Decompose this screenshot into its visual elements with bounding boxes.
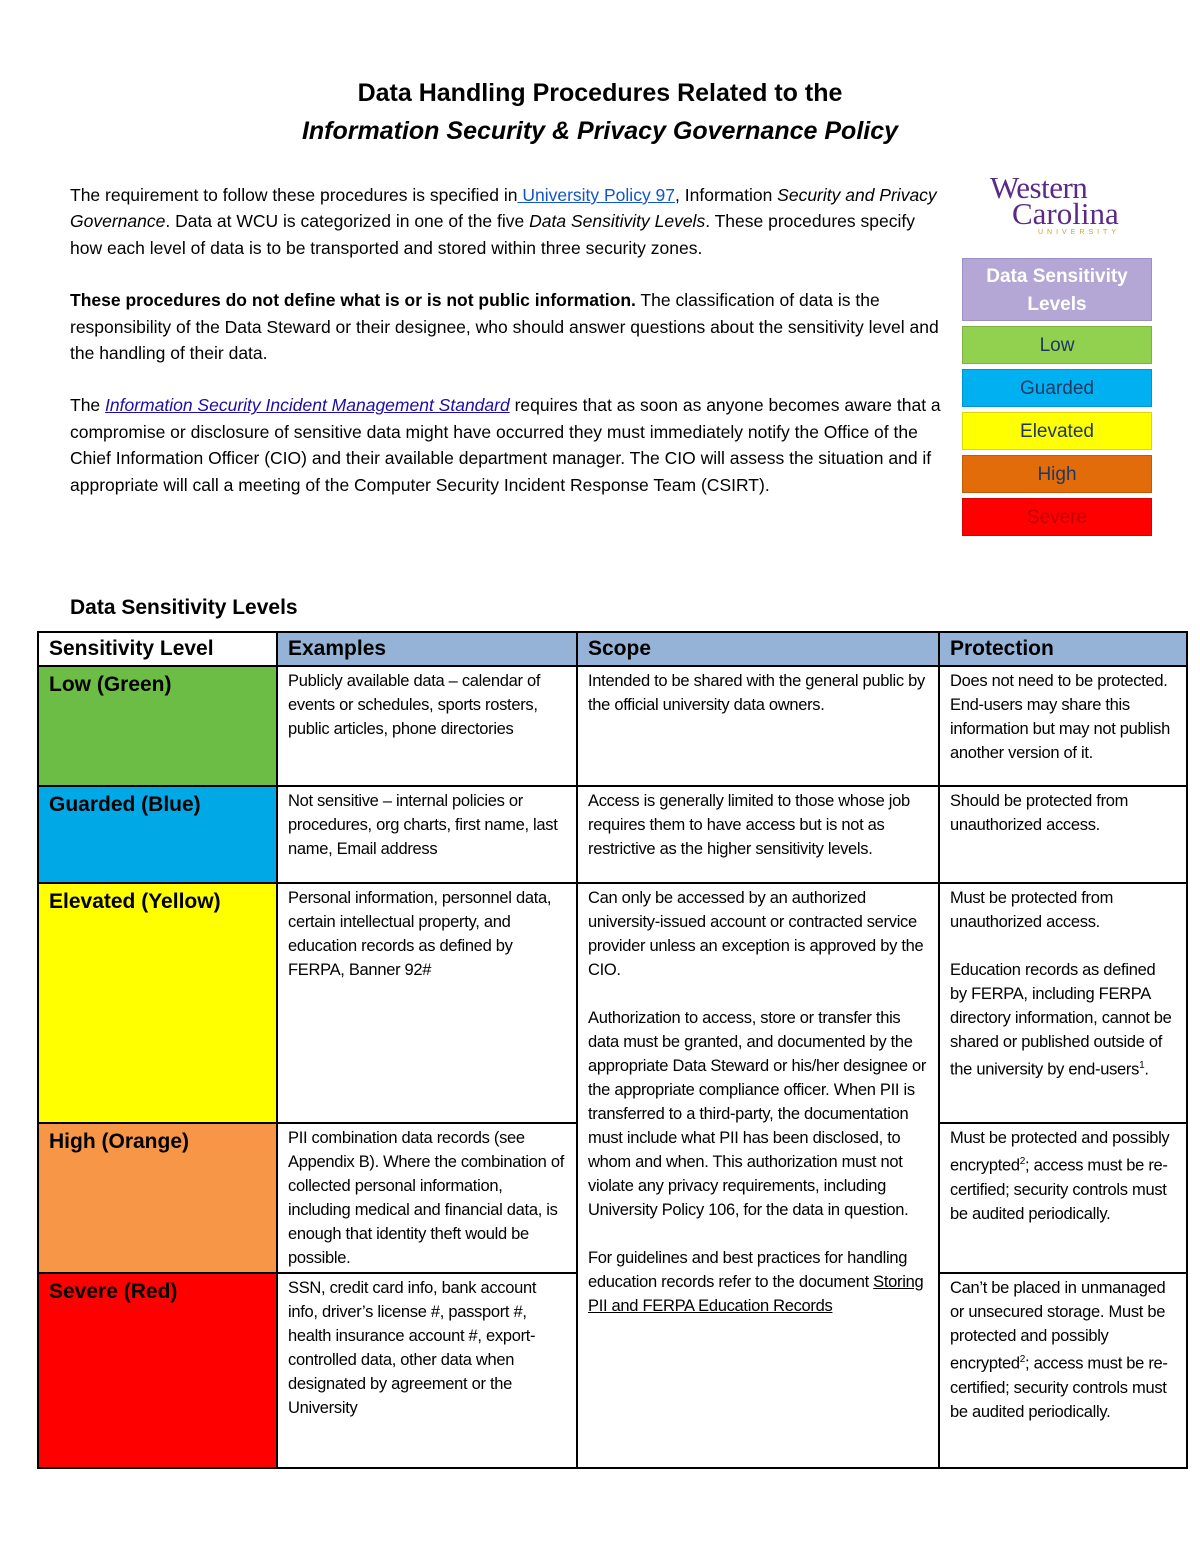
footnote-1: 1 (1139, 1060, 1145, 1071)
protection-p2-text: Education records as defined by FERPA, including FERPA directory information, cannot be shared or published outside of the university by end-users (950, 961, 1172, 1079)
intro-p3-text: requires that as soon as anyone becomes aware that a compromise or disclosure of sensitive data might have occurred they must immediately notify the Office of the Chief Information Officer (CIO) and their available department manager. The CIO will assess the situation and if appropriate will call a meeting of the Computer Security Incident Response Team (CSIRT). (70, 395, 941, 495)
level-severe-cell: Severe (Red) (38, 1273, 277, 1468)
examples-cell: PII combination data records (see Appendix B). Where the combination of collected personal information, including medical and financial data, is enough that identity theft would be possible. (277, 1123, 577, 1273)
footnote-2: 2 (1019, 1156, 1026, 1167)
scope-paragraph-3 (588, 1246, 928, 1318)
intro-p2-bold: These procedures do not define what is or is not public information. (70, 290, 636, 311)
legend-level-elevated: Elevated (962, 412, 1152, 450)
intro-p1-text-d: . These procedures specify how each level of data is to be transported and stored within three security zones. (70, 211, 915, 258)
title-line-2: Information Security & Privacy Governance Policy (301, 117, 899, 145)
intro-p1-italic-1: Security and Privacy Governance (70, 185, 937, 232)
protection-cell (939, 1273, 1187, 1468)
level-high-cell: High (Orange) (38, 1123, 277, 1273)
scope-cell: Intended to be shared with the general public by the official university data owners. (577, 666, 939, 786)
scope-paragraph-2: Authorization to access, store or transfer this data must be granted, and documented by the appropriate Data Steward or his/her designee or the appropriate compliance officer. When PII is transferred to a third-party, the documentation must include what PII has been disclosed, to whom and when. This authorization must not violate any privacy requirements, including University Policy 106, for the data in question. (588, 1009, 927, 1219)
university-policy-97-link[interactable]: University Policy 97 (517, 185, 676, 205)
sensitivity-table (37, 631, 1188, 1469)
protection-text-a: Can’t be placed in unmanaged or unsecured storage. Must be protected and possibly encrypted (950, 1279, 1166, 1373)
level-low-cell: Low (Green) (38, 666, 277, 786)
protection-text-b: ; access must be re-certified; security controls must be audited periodically. (950, 1156, 1168, 1223)
intro-p1-text-b: , Information (675, 185, 778, 205)
intro-p1-text-a: The requirement to follow these procedures is specified in (70, 185, 518, 205)
protection-p2-end: . (1144, 1060, 1149, 1079)
table-row (38, 786, 1187, 883)
table-header-row (38, 632, 1187, 666)
examples-cell: Publicly available data – calendar of events or schedules, sports rosters, public articles, phone directories (277, 666, 577, 786)
protection-text-a: Must be protected and possibly encrypted (950, 1129, 1170, 1175)
examples-cell: Not sensitive – internal policies or procedures, org charts, first name, last name, Email address (277, 786, 577, 883)
intro-paragraph-2 (70, 287, 942, 366)
protection-cell (939, 883, 1187, 1123)
legend-level-guarded: Guarded (962, 369, 1152, 407)
logo-line-1: Western (990, 170, 1088, 205)
table-row (38, 666, 1187, 786)
title-line-1: Data Handling Procedures Related to the (357, 79, 843, 107)
level-guarded-cell: Guarded (Blue) (38, 786, 277, 883)
footnote-2: 2 (1019, 1354, 1026, 1365)
storing-pii-ferpa-link[interactable]: Storing PII and FERPA Education Records (588, 1273, 924, 1315)
legend-level-low: Low (962, 326, 1152, 364)
table-row (38, 883, 1187, 1123)
protection-text-b: ; access must be re-certified; security controls must be audited periodically. (950, 1354, 1168, 1421)
intro-p1-text-c: . Data at WCU is categorized in one of the five (165, 211, 530, 232)
logo-line-3: UNIVERSITY (1038, 229, 1121, 236)
level-elevated-cell: Elevated (Yellow) (38, 883, 277, 1123)
protection-cell (939, 1123, 1187, 1273)
legend-level-high: High (962, 455, 1152, 493)
intro-paragraph-1 (70, 182, 942, 261)
intro-p3-text-a: The (70, 395, 106, 416)
document-title (0, 74, 1200, 150)
header-sensitivity-level: Sensitivity Level (38, 632, 277, 666)
scope-paragraph-1: Can only be accessed by an authorized university-issued account or contracted service provider unless an exception is approved by the CIO. (588, 889, 924, 979)
protection-cell: Does not need to be protected. End-users may share this information but may not publish another version of it. (939, 666, 1187, 786)
section-title: Data Sensitivity Levels (70, 596, 298, 619)
examples-cell: Personal information, personnel data, certain intellectual property, and education records as defined by FERPA, Banner 92# (277, 883, 577, 1123)
protection-p1: Must be protected from unauthorized access. (950, 889, 1114, 931)
legend-header: Data Sensitivity Levels (962, 258, 1152, 321)
scope-cell: Access is generally limited to those whose job requires them to have access but is not as restrictive as the higher sensitivity levels. (577, 786, 939, 883)
examples-cell: SSN, credit card info, bank account info, driver’s license #, passport #, health insurance account #, export-controlled data, other data when designated by agreement or the University (277, 1273, 577, 1468)
sensitivity-legend (962, 258, 1152, 536)
incident-management-standard-link[interactable]: Information Security Incident Management Standard (105, 395, 510, 416)
intro-p2-text: The classification of data is the responsibility of the Data Steward or their designee, who should answer questions about the sensitivity level and the handling of their data. (70, 290, 939, 364)
protection-p2 (950, 958, 1176, 1082)
header-protection: Protection (939, 632, 1187, 666)
legend-level-severe: Severe (962, 498, 1152, 536)
wcu-logo (990, 172, 1130, 242)
intro-paragraph-3 (70, 392, 942, 498)
scope-p3-text: For guidelines and best practices for handling education records refer to the document (588, 1249, 908, 1291)
intro-text (70, 182, 942, 524)
header-scope: Scope (577, 632, 939, 666)
header-examples: Examples (277, 632, 577, 666)
protection-cell: Should be protected from unauthorized access. (939, 786, 1187, 883)
logo-line-2: Carolina (1012, 196, 1119, 231)
scope-merged-cell (577, 883, 939, 1468)
intro-p1-italic-2: Data Sensitivity Levels (529, 211, 706, 232)
